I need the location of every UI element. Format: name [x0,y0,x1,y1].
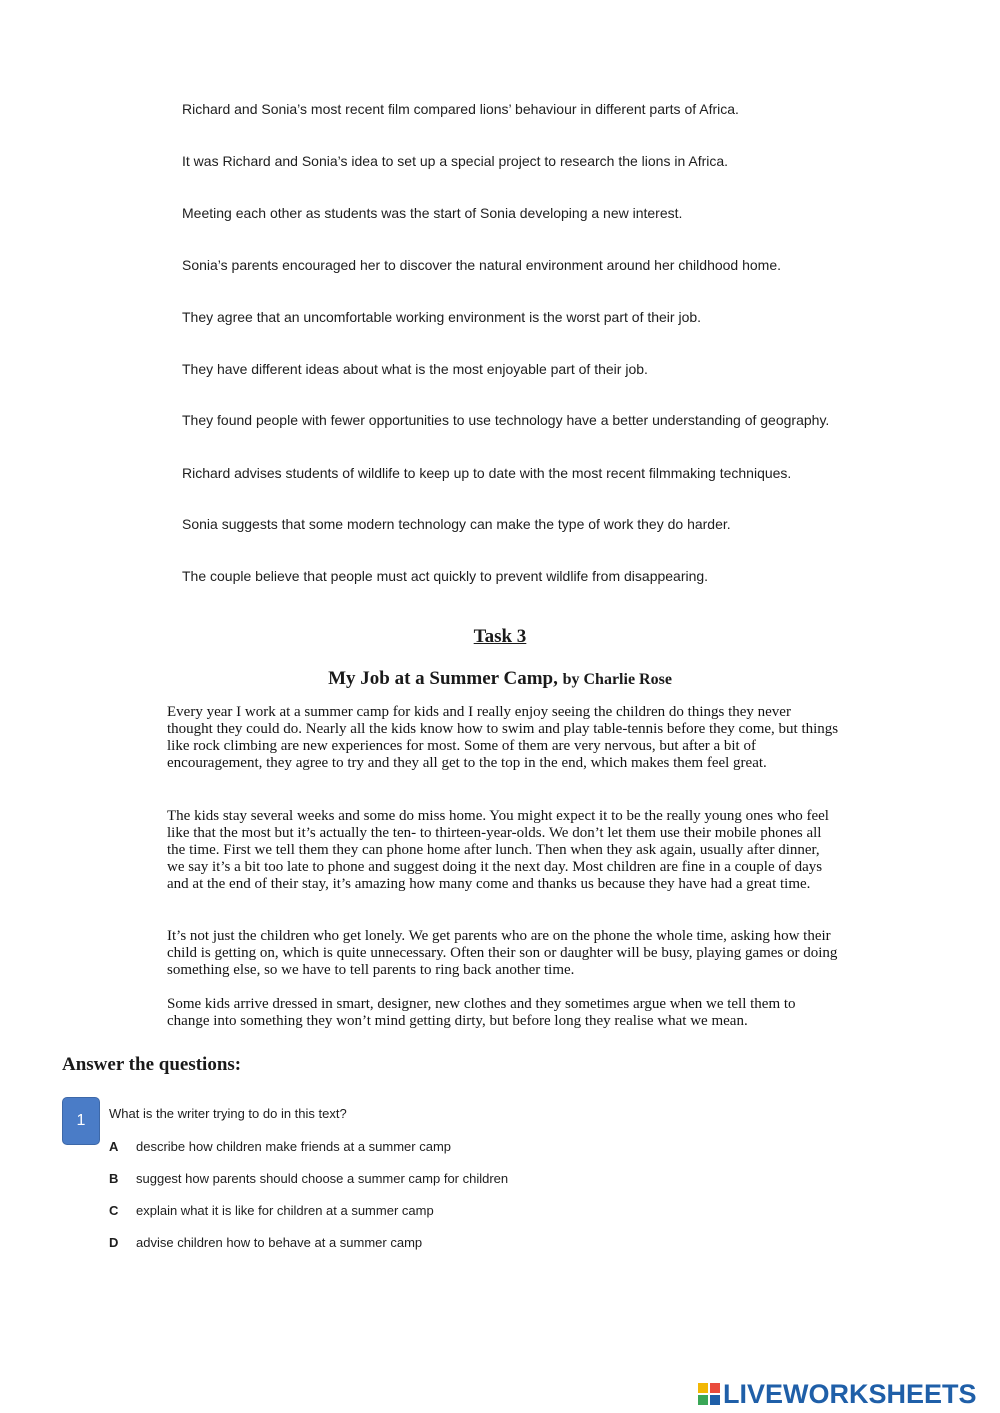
article-byline: by Charlie Rose [562,671,672,688]
statement: Meeting each other as students was the start of Sonia developing a new interest. [182,205,683,221]
option-letter: D [109,1235,119,1250]
answer-option-c[interactable] [109,1203,434,1218]
statement: Sonia’s parents encouraged her to discover the natural environment around her childhood home. [182,257,782,273]
questions-heading: Answer the questions: [62,1054,242,1075]
statement: Richard advises students of wildlife to keep up to date with the most recent filmmaking techniques. [182,465,792,481]
statement: The couple believe that people must act quickly to prevent wildlife from disappearing. [182,568,709,584]
option-letter: C [109,1203,119,1218]
article-paragraph: Some kids arrive dressed in smart, designer, new clothes and they sometimes argue when we tell them to change into something they won’t mind getting dirty, but before long they realise what we mean. [167,996,796,1029]
question-number-badge: 1 [62,1097,100,1145]
task-title: Task 3 [473,626,527,647]
answer-option-a[interactable] [109,1139,451,1154]
question-text: What is the writer trying to do in this text? [109,1106,347,1121]
statement: They agree that an uncomfortable working environment is the worst part of their job. [182,309,702,325]
option-text: advise children how to behave at a summer camp [136,1235,423,1250]
article-paragraph: The kids stay several weeks and some do miss home. You might expect it to be the really young ones who feel like that the most but it’s actually the ten- to thirteen-year-olds. We don’t let them use their mobile phones all the time. First we tell them they can phone home after lunch. Then when they ask again, usually after dinner, we say it’s a bit too late to phone and suggest doing it the next day. Most children are fine in a couple of days and at the end of their stay, it’s amazing how many come and thanks us because they have had a great time. [167,808,829,892]
option-letter: B [109,1171,119,1186]
article-title [0,668,1000,690]
article-title-text: My Job at a Summer Camp, [328,668,558,689]
liveworksheets-logo [698,1377,977,1411]
article-paragraph: It’s not just the children who get lonely. We get parents who are on the phone the whole time, asking how their child is getting on, which is quite unnecessary. Often their son or daughter will be busy, playing games or doing something else, so we have to tell parents to ring back another time. [167,928,838,978]
article-paragraph: Every year I work at a summer camp for kids and I really enjoy seeing the children do things they never thought they could do. Nearly all the kids know how to swim and play table-tennis before they come, but things like rock climbing are new experiences for most. Some of them are very nervous, but after a bit of encouragement, they agree to try and they all get to the top in the end, which makes them feel great. [167,704,839,771]
statement: They have different ideas about what is the most enjoyable part of their job. [182,361,648,377]
logo-text: LIVEWORKSHEETS [723,1378,977,1409]
option-text: describe how children make friends at a summer camp [136,1139,452,1154]
answer-option-d[interactable] [109,1235,422,1250]
option-text: explain what it is like for children at a summer camp [136,1203,434,1218]
statement: Richard and Sonia’s most recent film compared lions’ behaviour in different parts of Africa. [182,101,739,117]
option-letter: A [109,1139,119,1154]
answer-option-b[interactable] [109,1171,508,1186]
statement: Sonia suggests that some modern technology can make the type of work they do harder. [182,516,731,532]
statement: It was Richard and Sonia’s idea to set up a special project to research the lions in Africa. [182,153,729,169]
logo-mark-icon [698,1383,720,1405]
option-text: suggest how parents should choose a summer camp for children [136,1171,509,1186]
statement: They found people with fewer opportunities to use technology have a better understanding of geography. [182,412,830,428]
